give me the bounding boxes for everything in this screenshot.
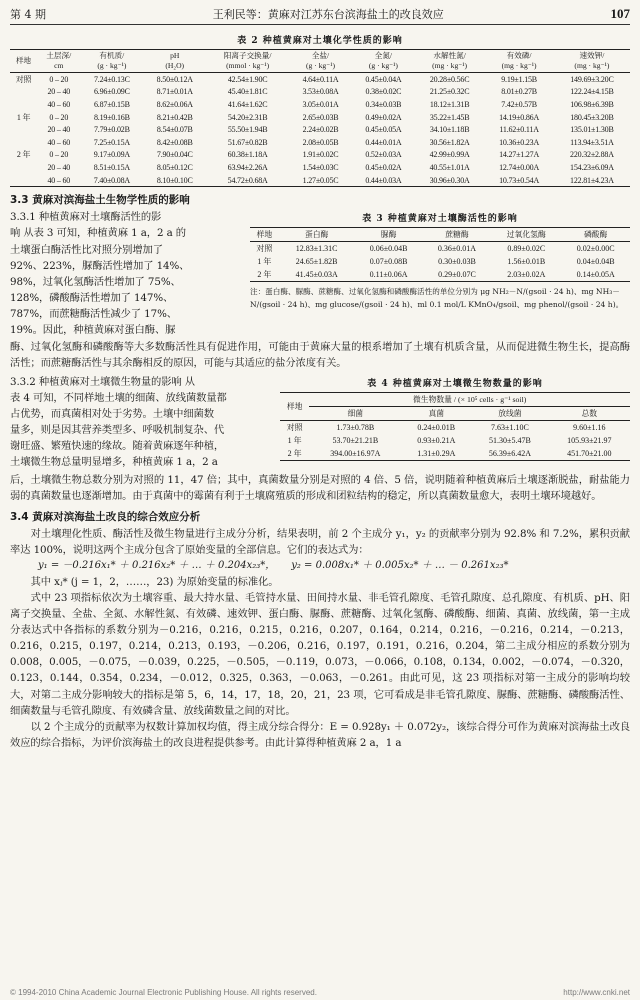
- table2-row: [10, 161, 630, 174]
- section-3-3-2-line: 占优势，而真菌相对处于劣势。土壤中细菌数: [10, 407, 214, 420]
- footer: [10, 988, 630, 1000]
- table2-site-cell: 1 年: [16, 112, 31, 122]
- table2-cell: 14.27±1.27A: [499, 150, 540, 160]
- table2-cell: 30.56±1.82A: [429, 137, 470, 147]
- table2-col-header-line: pH: [170, 51, 180, 60]
- section-3-3-1-line: 128%，磷酸酶活性增加了 147%、: [10, 291, 174, 304]
- section-3-3-1-line: 响 从表 3 可知，种植黄麻 1 a，2 a 的: [10, 227, 187, 240]
- table2-cell: 8.19±0.16B: [94, 112, 130, 122]
- table2-cell: 8.54±0.07B: [156, 125, 193, 135]
- table2-site-header: 样地: [10, 50, 37, 73]
- table2-cell: 3.53±0.08A: [302, 87, 339, 97]
- table3-col-header: 脲酶: [355, 228, 423, 242]
- table2-cell: 2.24±0.02B: [302, 125, 339, 135]
- table2-cell: 30.96±0.30A: [429, 175, 470, 185]
- table3-col-header: 过氧化氢酶: [491, 228, 561, 242]
- table2-cell: 8.10±0.10C: [156, 175, 193, 185]
- table2-cell: 9.19±1.15B: [501, 74, 537, 84]
- table2-col-header-line: 土层深/: [46, 51, 72, 60]
- table3-col-header: 磷酸酶: [561, 228, 630, 242]
- section-3-3-title: 3.3 黄麻对滨海盐土生物学性质的影响: [10, 194, 190, 207]
- table3-cell: 0.06±0.04B: [369, 244, 408, 254]
- table2-cell: 54.20±2.31B: [227, 112, 268, 122]
- table4-site-header: 样地: [280, 392, 309, 420]
- table2-cell: 8.42±0.08B: [156, 137, 193, 147]
- table2-cell: 3.05±0.01A: [302, 99, 339, 109]
- table2-col-header: [352, 50, 415, 73]
- table3-cell: 1.56±0.01B: [507, 257, 546, 267]
- equation-note: 其中 xⱼ* (j = 1，2，……，23) 为原始变量的标准化。: [30, 575, 279, 588]
- table3-cell: 2.03±0.02A: [507, 270, 546, 280]
- section-3-4-title: 3.4 黄麻对滨海盐土改良的综合效应分析: [10, 510, 201, 523]
- table2-cell: 55.50±1.94B: [227, 125, 268, 135]
- table2-cell: 60.38±1.18A: [227, 150, 268, 160]
- table2-cell: 6.96±0.09C: [94, 87, 130, 97]
- copyright-notice: © 1994-2010 China Academic Journal Electronic Publishing House. All rights reserved.: [10, 988, 317, 997]
- section-3-3-1-block: [10, 209, 630, 339]
- table2-col-header-line: (g · kg⁻¹): [97, 61, 127, 70]
- table2-cell: 41.64±1.62C: [227, 99, 268, 109]
- table3-row: [250, 268, 630, 282]
- table2-cell: 20 – 40: [47, 162, 71, 172]
- table2-col-header-line: (mg · kg⁻¹): [574, 61, 610, 70]
- table2-site-cell: 对照: [15, 74, 32, 84]
- table4-cell: 51.30±5.47B: [489, 435, 531, 445]
- table3-cell: 0.14±0.05A: [576, 270, 615, 280]
- table4-cell: 1.31±0.29A: [417, 448, 456, 458]
- table2-cell: 11.62±0.11A: [499, 125, 539, 135]
- table2-col-header-line: 速效钾/: [579, 51, 605, 60]
- table2-col-header: [37, 50, 80, 73]
- table2-cell: 14.19±0.86A: [499, 112, 540, 122]
- table2-row: [10, 73, 630, 86]
- table2-cell: 0 – 20: [49, 74, 69, 84]
- table2-site-cell: [10, 123, 37, 136]
- table2-cell: 1.27±0.05C: [302, 175, 339, 185]
- table2-col-header-line: 有机质/: [99, 51, 125, 60]
- table2-cell: 0.38±0.02C: [365, 87, 402, 97]
- table2-cell: 35.22±1.45B: [429, 112, 470, 122]
- section-3-3-2-continuation: 后，土壤微生物总数分别为对照的 11，47 倍；其中，真菌数量分别是对照的 4 倍、5 倍，说明随着种植黄麻后土壤逐渐脱盐，耐盐能力弱的真菌数量也逐渐增加。由于真菌中的霉菌有利于土壤腐殖质的形成和团粒结构的稳定，所以真菌数量愈大，表明土壤环境越好。: [10, 473, 630, 502]
- table2-cell: 0.45±0.02A: [365, 162, 402, 172]
- table4-col-header: 真菌: [401, 406, 471, 420]
- table2-site-cell: [10, 161, 37, 174]
- table2-col-header: [415, 50, 484, 73]
- table2-cell: 54.72±0.68A: [227, 175, 268, 185]
- table2-cell: 113.94±3.51A: [570, 137, 614, 147]
- table2-row: [10, 123, 630, 136]
- table2-cell: 0 – 20: [49, 112, 69, 122]
- table2-cell: 0.45±0.04A: [365, 74, 402, 84]
- table2-col-header-line: (g · kg⁻¹): [305, 61, 336, 70]
- table3-cell: 0.36±0.01A: [437, 244, 477, 254]
- table2-col-header-line: 阳离子交换量/: [223, 51, 272, 60]
- table2-row: [10, 98, 630, 111]
- section-3-3-2-left-text: [10, 374, 272, 471]
- table2-caption: 表 2 种植黄麻对土壤化学性质的影响: [237, 36, 403, 46]
- table2-cell: 122.81±4.23A: [570, 175, 614, 185]
- section-3-3-1-line: 787%，而蔗糖酶活性减少了 17%、: [10, 307, 177, 320]
- table2-site-cell: [10, 86, 37, 99]
- table2-cell: 2.65±0.03B: [302, 112, 339, 122]
- equation-y1: y₁ = －0.216x₁* ＋ 0.216x₂* ＋ … ＋ 0.204x₂₃*，: [38, 559, 276, 571]
- table4-cell: 9.60±1.16: [573, 422, 606, 432]
- table2-cell: 40 – 60: [47, 99, 71, 109]
- table2-cell: 122.24±4.15B: [570, 87, 614, 97]
- table4-group-header: 微生物数量 / (× 10⁵ cells · g⁻¹ soil): [309, 392, 630, 406]
- table3-cell: 0.11±0.06A: [369, 270, 408, 280]
- table3-header-row: [250, 228, 630, 242]
- table2-cell: 7.24±0.13C: [94, 74, 130, 84]
- table2-cell: 0 – 20: [49, 150, 69, 160]
- table2-cell: 0.34±0.03B: [365, 99, 402, 109]
- section-3-3-1-left-text: [10, 209, 242, 338]
- table2-col-header: [143, 50, 206, 73]
- table4-col-header: 细菌: [309, 406, 401, 420]
- section-3-3-2-line: 3.3.2 种植黄麻对土壤微生物量的影响 从: [10, 375, 195, 388]
- table2-cell: 21.25±0.32C: [429, 87, 470, 97]
- table2-col-header: [289, 50, 352, 73]
- table3-cell: 24.65±1.82B: [295, 257, 338, 267]
- section-3-3-1-line: 土壤蛋白酶活性比对照分别增加了: [10, 243, 163, 256]
- table2-cell: 40 – 60: [47, 137, 71, 147]
- table3-cell: 41.45±0.03A: [295, 270, 338, 280]
- table2-cell: 0.45±0.05A: [365, 125, 402, 135]
- table2-cell: 40.55±1.01A: [429, 162, 470, 172]
- table3-cell: 0.04±0.04B: [576, 257, 615, 267]
- table2-cell: 45.40±1.81C: [227, 87, 268, 97]
- table3-cell: 0.29±0.07C: [438, 270, 476, 280]
- table2-cell: 0.44±0.03A: [365, 175, 402, 185]
- table2-col-header-line: 全盐/: [311, 51, 330, 60]
- section-3-3-2-line: 表 4 可知，不同样地土壤的细菌、放线菌数量都: [10, 391, 227, 404]
- table2-cell: 7.42±0.57B: [501, 99, 537, 109]
- table2-col-header: [484, 50, 553, 73]
- table2-cell: 7.79±0.02B: [94, 125, 130, 135]
- table2-cell: 180.45±3.20B: [570, 112, 614, 122]
- table2-cell: 42.54±1.90C: [227, 74, 268, 84]
- table3-cell: 0.02±0.00C: [576, 244, 615, 254]
- table3-cell: 0.07±0.08B: [369, 257, 408, 267]
- table2-cell: 6.87±0.15B: [94, 99, 130, 109]
- section-3-3-1-line: 92%、223%，脲酶活性增加了 14%、: [10, 259, 190, 272]
- table3-box: [250, 209, 630, 311]
- table2-cell: 12.74±0.00A: [499, 162, 540, 172]
- running-title: 王利民等：黄麻对江苏东台滨海盐土的改良效应: [212, 8, 444, 21]
- table2-cell: 7.40±0.08A: [93, 175, 130, 185]
- table2-cell: 154.23±6.09A: [570, 162, 614, 172]
- table2-col-header-line: cm: [54, 61, 64, 70]
- table3-row: [250, 255, 630, 268]
- table2-col-header: [206, 50, 289, 73]
- table3-caption: 表 3 种植黄麻对土壤酶活性的影响: [362, 214, 518, 225]
- table2-cell: 34.10±1.18B: [429, 125, 470, 135]
- table4-cell: 对照: [286, 422, 303, 432]
- table4-header-row-2: [280, 406, 630, 420]
- section-3-3-2-block: [10, 374, 630, 472]
- table3-note: 注：蛋白酶、脲酶、蔗糖酶、过氧化氢酶和磷酸酶活性的单位分别为 μg NH₂－N/(gsoil · 24 h)、mg NH₃－N/(gsoil · 24 h)、mg glucose/(gsoil · 24 h)、ml 0.1 mol/L KMnO₄/gsoil、mg phenol/(gsoil · 24 h)。: [250, 287, 624, 310]
- section-3-3-2-line: 量多，则是因其营养类型多、呼吸机制复杂、代: [10, 423, 225, 436]
- table2-body: [10, 73, 630, 187]
- table2-col-header-line: (mg · kg⁻¹): [501, 61, 537, 70]
- section-3-4-para-2: 式中 23 项指标依次为土壤容重、最大持水量、毛管持水量、田间持水量、非毛管孔隙度、毛管孔隙度、总孔隙度、有机质、pH、阳离子交换量、全盐、全氮、水解性氮、有效磷、速效钾、蛋白酶、脲酶、蔗糖酶、过氧化氢酶、磷酸酶、细菌、真菌、放线菌，第一主成分表达式中各指标的系数分别为－0.216，0.216，0.215，0.216，0.207，0.164，0.214，0.216，－0.216，0.214，－0.213，0.216，0.215，0.197，0.214，0.213，0.193，－0.206，0.216，0.197，0.191，0.216，0.204，第二主成分相应的系数分别为 0.008，0.005，－0.075，－0.039，0.225，－0.505，－0.119，0.073，－0.066，0.108，0.134，0.002，－0.074，－0.320，0.123，0.144，0.354，0.234，－0.012，0.325，0.363，－0.063，－0.261。由此可见，这 23 项指标对第一主成分的影响均较大，对第二主成分影响较大的指标是第 5，6，14，17，18，20，21，23 项，它可看成是非毛管孔隙度、脲酶、蔗糖酶、磷酸酶活性、细菌数量与毛管孔隙度、有效磷含量、放线菌数量之间的对比。: [10, 592, 630, 717]
- table2-cell: 20 – 40: [47, 125, 71, 135]
- table2-cell: 63.94±2.26A: [227, 162, 268, 172]
- table2-cell: 0.49±0.02A: [365, 112, 402, 122]
- page-number: 107: [610, 6, 630, 21]
- table2-header-row: [10, 50, 630, 73]
- table2-cell: 20.28±0.56C: [429, 74, 470, 84]
- table2-col-header-line: 全氮/: [374, 51, 393, 60]
- table2-cell: 0.52±0.03A: [365, 150, 402, 160]
- table3-cell: 0.30±0.03B: [438, 257, 476, 267]
- table2-site-cell: [10, 136, 37, 149]
- table2-cell: 8.51±0.15A: [93, 162, 130, 172]
- table2-row: [10, 86, 630, 99]
- site-link[interactable]: http://www.cnki.net: [563, 988, 630, 997]
- equation-y2: y₂ = 0.008x₁* ＋ 0.005x₂* ＋ … － 0.261x₂₃*: [291, 559, 509, 571]
- table2-row: [10, 149, 630, 162]
- table2-col-header: [554, 50, 630, 73]
- table4-cell: 2 年: [287, 448, 302, 458]
- table2-col-header-line: (H₂O): [165, 61, 185, 70]
- table2-cell: 8.21±0.42B: [156, 112, 193, 122]
- table2-col-header-line: 水解性氮/: [433, 51, 466, 60]
- section-3-4-para-3: 以 2 个主成分的贡献率为权数计算加权均值，得主成分综合得分：E = 0.928y₁ ＋ 0.072y₂，该综合得分可作为黄麻对滨海盐土改良效应的综合指标，为评价滨海盐土的改良进程提供参考。由此计算得种植黄麻 2 a，1 a: [10, 720, 630, 749]
- table3-cell: 对照: [256, 244, 273, 254]
- section-3-3-1-line: 98%，过氧化氢酶活性增加了 75%、: [10, 275, 181, 288]
- equations-line: [10, 558, 630, 574]
- table4-caption: 表 4 种植黄麻对土壤微生物数量的影响: [367, 378, 543, 389]
- table2-cell: 9.17±0.09A: [93, 150, 130, 160]
- section-3-4-para-1: 对土壤理化性质、酶活性及微生物量进行主成分分析，结果表明，前 2 个主成分 y₁，y₂ 的贡献率分别为 92.8% 和 7.2%，累积贡献率达 100%，说明这两个主成分包含了原始变量的全部信息。它们的表达式为：: [10, 527, 630, 556]
- table4-cell: 1.73±0.78B: [336, 422, 375, 432]
- table3-row: [250, 242, 630, 256]
- table4-cell: 1 年: [287, 435, 302, 445]
- table2-col-header-line: (mmol · kg⁻¹): [226, 61, 270, 70]
- section-3-3-1-line: 3.3.1 种植黄麻对土壤酶活性的影: [10, 211, 162, 224]
- table2-col-header-line: 有效磷/: [506, 51, 532, 60]
- table2-col-header-line: (mg · kg⁻¹): [432, 61, 468, 70]
- table3-enzyme-activity: [250, 227, 630, 282]
- table2-cell: 10.73±0.54A: [499, 175, 540, 185]
- table2-col-header-line: (g · kg⁻¹): [368, 61, 398, 70]
- table3-cell: 12.83±1.31C: [295, 244, 338, 254]
- table4-row: [280, 420, 630, 434]
- table4-col-header: 放线菌: [471, 406, 548, 420]
- table4-col-header: 总数: [549, 406, 630, 420]
- table2-cell: 40 – 60: [47, 175, 71, 185]
- table4-cell: 105.93±21.97: [567, 435, 612, 445]
- section-3-3-2-line: 谢旺盛、繁殖快速的缘故。随着黄麻逐年种植，: [10, 439, 225, 452]
- table2-site-cell: [10, 98, 37, 111]
- table2-cell: 149.69±3.20C: [570, 74, 614, 84]
- table3-col-header: 样地: [250, 228, 279, 242]
- table4-cell: 0.93±0.21A: [417, 435, 456, 445]
- section-3-3-1-line: 19%。因此，种植黄麻对蛋白酶、脲: [10, 324, 176, 336]
- table3-cell: 2 年: [257, 270, 272, 280]
- table2-cell: 0.44±0.01A: [365, 137, 402, 147]
- section-3-3-1-continuation: 酶、过氧化氢酶和磷酸酶等大多数酶活性具有促进作用，可能由于黄麻大量的根系增加了土壤有机质含量，从而促进微生物生长，提高酶活性；而蔗糖酶活性与其余酶相反的原因，可能与其适应的盐分浓度有关。: [10, 341, 630, 370]
- table2-cell: 135.01±1.30B: [570, 125, 614, 135]
- table3-cell: 0.89±0.02C: [507, 244, 546, 254]
- table2-row: [10, 174, 630, 187]
- table4-cell: 53.70±21.21B: [332, 435, 379, 445]
- table3-body: [250, 242, 630, 282]
- table4-cell: 394.00±16.97A: [330, 448, 381, 458]
- table3-col-header: 蛋白酶: [279, 228, 355, 242]
- table4-row: [280, 434, 630, 447]
- table2-cell: 8.50±0.12A: [156, 74, 193, 84]
- table2-cell: 4.64±0.11A: [302, 74, 339, 84]
- table2-cell: 220.32±2.88A: [570, 150, 614, 160]
- table2-cell: 1.54±0.03C: [302, 162, 339, 172]
- table2-cell: 42.99±0.99A: [429, 150, 470, 160]
- table3-col-header: 蔗糖酶: [423, 228, 492, 242]
- table2-cell: 1.91±0.02C: [302, 150, 339, 160]
- table2-cell: 20 – 40: [47, 87, 71, 97]
- table2-cell: 51.67±0.82B: [227, 137, 268, 147]
- table2-cell: 7.25±0.15A: [93, 137, 130, 147]
- table4-cell: 0.24±0.01B: [417, 422, 456, 432]
- section-3-3-2-line: 土壤微生物总量明显增多，种植黄麻 1 a，2 a: [10, 456, 218, 468]
- table2-cell: 7.90±0.04C: [156, 150, 193, 160]
- table2-cell: 106.98±6.39B: [570, 99, 614, 109]
- table2-site-cell: 2 年: [16, 150, 31, 160]
- table4-row: [280, 447, 630, 461]
- table2-cell: 18.12±1.31B: [429, 99, 470, 109]
- table4-cell: 56.39±6.42A: [488, 448, 531, 458]
- table2-cell: 8.62±0.06A: [156, 99, 193, 109]
- table2-cell: 8.05±0.12C: [156, 162, 193, 172]
- table3-cell: 1 年: [257, 257, 272, 267]
- table4-cell: 451.70±21.00: [567, 448, 612, 458]
- running-header: [10, 6, 630, 25]
- table2-cell: 10.36±0.23A: [499, 137, 540, 147]
- table2-cell: 8.71±0.01A: [156, 87, 193, 97]
- table4-box: [280, 374, 630, 461]
- table2-site-cell: [10, 174, 37, 187]
- table2-cell: 2.08±0.05B: [302, 137, 339, 147]
- table2-soil-chemistry: [10, 49, 630, 187]
- table4-body: [280, 420, 630, 460]
- table4-header-row-1: [280, 392, 630, 406]
- table4-cell: 7.63±1.10C: [491, 422, 529, 432]
- issue-label: 第 4 期: [10, 8, 46, 21]
- table2-row: [10, 136, 630, 149]
- table2-row: [10, 111, 630, 124]
- table2-cell: 8.01±0.27B: [501, 87, 537, 97]
- table4-microbe-counts: [280, 392, 630, 461]
- table2-col-header: [80, 50, 143, 73]
